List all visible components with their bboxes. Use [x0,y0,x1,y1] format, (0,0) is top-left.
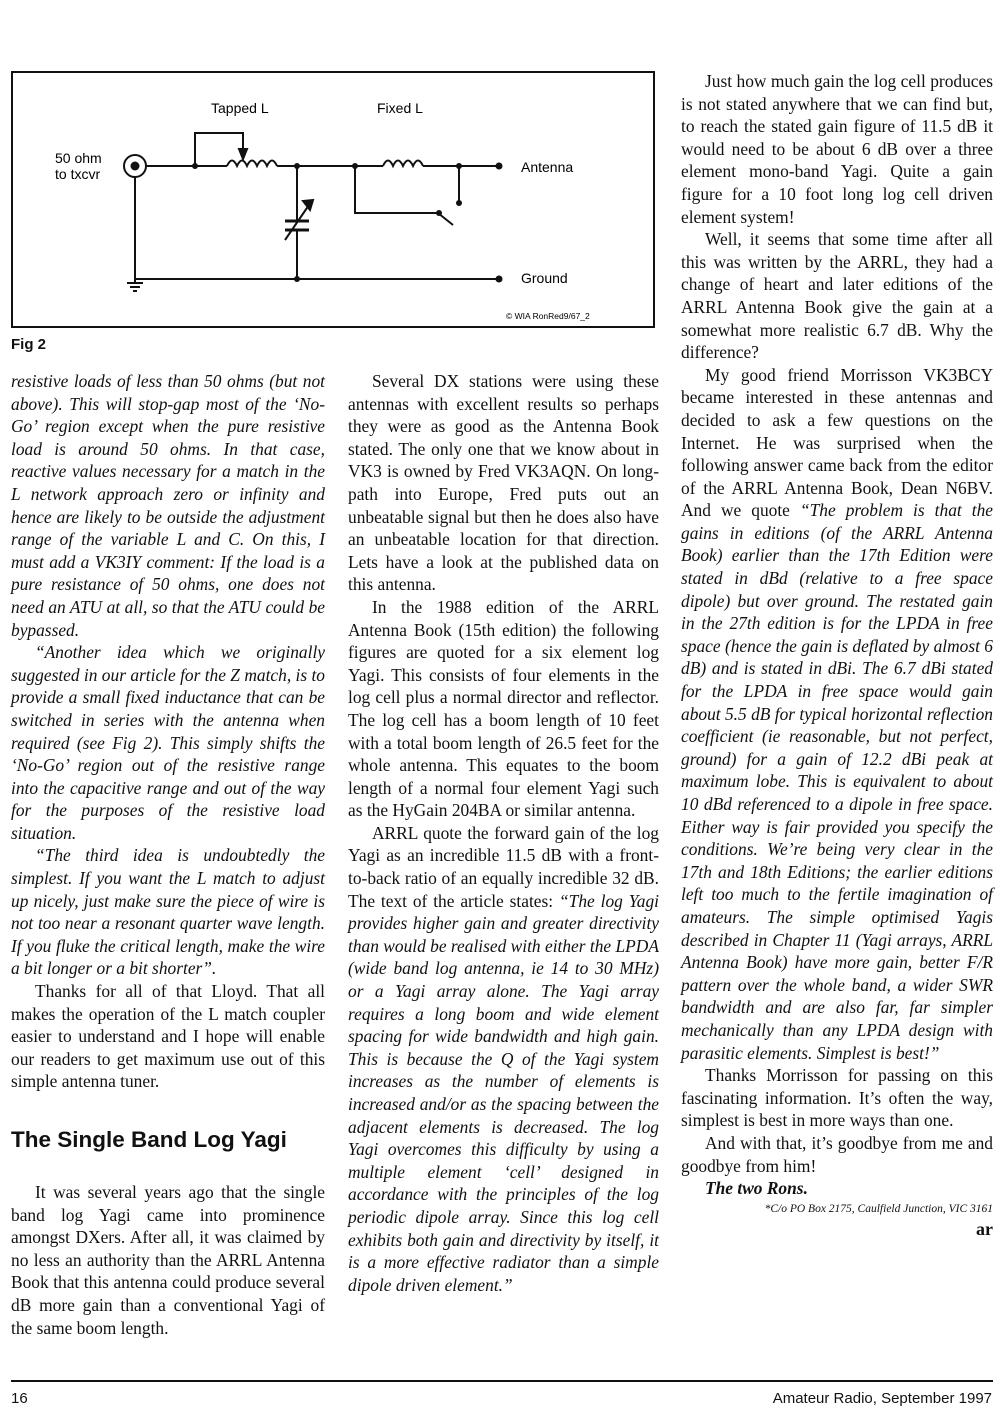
publication-name: Amateur Radio, September 1997 [772,1390,992,1407]
paragraph [681,364,993,1064]
quoted-text: “The problem is that the gains in editions (of the ARRL Antenna Book) earlier than the 17th Edition were stated in dBd (relative to a free space dipole) but over ground. The restated gain in the 27th edition is for the LPDA in free space (hence the gain is deflated by almost 6 dB) and is stated in dBi. The 6.7 dBi stated for the LPDA in free space would gain about 5.5 dB for typical horizontal reflection coefficient (ie reasonable, but not perfect, ground) for a gain of 12.2 dBi peak at maximum lobe. This is equivalent to about 10 dBd referenced to a dipole in free space. Either way is fair provided you specify the conditions. We’re being very clear in the 17th and 18th Editions; the earlier editions left too much to the fertile imagination of amateurs. The simple optimised Yagis described in Chapter 11 (Yagi arrays, ARRL Antenna Book) have more gain, better F/R pattern over the whole band, a wider SWR bandwidth and are also far, far simpler mechanically than any LPDA design with parasitic elements. Simplest is best!” [681,500,993,1063]
paragraph-lead: My good friend Morrisson VK3BCY became interested in these antennas and decided to ask a few questions on the Internet. He was surprised when the following answer came back from the editor of the ARRL Antenna Book, Dean N6BV. And we quote [681,364,993,521]
quoted-text: “The log Yagi provides higher gain and greater directivity than would be realised with either the LPDA (wide band log antenna, ie 14 to 30 MHz) or a Yagi array alone. The Yagi array requires a long boom and wide element spacing for wide bandwidth and high gain. This is because the Q of the Yagi system increases as the number of elements is increased and/or as the spacing between the adjacent elements is decreased. The log Yagi overcomes this difficulty by using a multiple element ‘cell’ designed in accordance with the principles of the log periodic dipole array. Since this log cell exhibits both gain and directivity by itself, it is a more effective radiator than a simple dipole driven element.” [348,890,659,1295]
label-tapped-l: Tapped L [211,100,269,116]
paragraph: “Another idea which we originally suggested in our article for the Z match, is to provide a small fixed inductance that can be switched in series with the antenna when required (see Fig 2). This simply shifts the ‘No-Go’ region out of the resistive range into the capacitive range and out of the way for the purposes of the resistive load situation. [11,642,325,843]
copyright-note: © WIA RonRed9/67_2 [506,311,590,321]
ground-terminal [496,276,503,283]
paragraph: And with that, it’s goodbye from me and goodbye from him! [681,1132,993,1176]
fixed-inductor [383,161,423,167]
column-2 [348,370,659,1296]
paragraph: Thanks Morrisson for passing on this fascinating information. It’s often the way, simplest is best in more ways than one. [681,1065,993,1131]
tapped-inductor [227,161,277,167]
paragraph: Thanks for all of that Lloyd. That all makes the operation of the L match coupler easier to understand and I hope will enable our readers to get maximum use out of this simple antenna tuner. [11,981,325,1092]
coax-connector-center [132,163,139,170]
label-input-line1: 50 ohm [55,150,102,166]
author-signature: The two Rons. [705,1178,808,1199]
paragraph-lead: ARRL quote the forward gain of the log Yagi as an incredible 11.5 dB with a front-to-back ratio of an equally incredible 32 dB. The text of the article states: [348,822,659,911]
figure-caption: Fig 2 [11,336,47,353]
paragraph [348,822,659,1296]
label-antenna: Antenna [521,159,574,175]
paragraph: “The third idea is undoubtedly the simplest. If you want the L match to adjust up nicely, just make sure the piece of wire is not too near a resonant quarter wave length. If you fluke the critical length, make the wire a bit longer or a bit shorter”. [11,845,325,979]
label-ground: Ground [521,270,568,286]
paragraph: It was several years ago that the single band log Yagi came into prominence amongst DXers. After all, it was claimed by no less an authority than the ARRL Antenna Book that this antenna could produce several dB more gain than a conventional Yagi of the same boom length. [11,1182,325,1338]
paragraph: Well, it seems that some time after all this was written by the ARRL, they had a change of heart and later editions of the ARRL Antenna Book give the gain at a somewhat more realistic 6.7 dB. Why the difference? [681,229,993,363]
paragraph: resistive loads of less than 50 ohms (but not above). This will stop-gap most of the ‘No-Go’ region except when the pure resistive load is around 50 ohms. In that case, reactive values necessary for a match in the L network approach zero or infinity and hence are likely to be outside the adjustment range of the variable L and C. On this, I must add a VK3IY comment: If the load is a pure resistance of 50 ohms, one does not need an ATU at all, so that the ATU could be bypassed. [11,371,325,640]
circuit-schematic [13,73,653,326]
author-address: *C/o PO Box 2175, Caulfield Junction, VIC 3161 [764,1202,993,1215]
section-heading: The Single Band Log Yagi [11,1127,287,1152]
figure-2-diagram [11,71,655,328]
paragraph: Just how much gain the log cell produces is not stated anywhere that we can find but, to reach the stated gain figure of 11.5 dB it would need to be about 6 dB over a three element mono-band Yagi. Quite a gain figure for a 10 foot long log cell driven element system! [681,71,993,227]
paragraph: In the 1988 edition of the ARRL Antenna Book (15th edition) the following figures are quoted for a six element log Yagi. This consists of four elements in the log cell plus a normal director and reflector. The log cell has a boom length of 10 feet with a total boom length of 26.5 feet for the whole antenna. This equates to the boom length of a normal four element Yagi such as the HyGain 204BA or similar antenna. [348,596,659,821]
footer-rule [11,1380,993,1382]
antenna-terminal [496,163,503,170]
label-input-line2: to txcvr [55,166,101,182]
end-mark: ar [976,1218,993,1239]
column-3 [681,70,993,1240]
column-1-continued [11,1181,325,1339]
page-number: 16 [11,1390,28,1407]
paragraph: Several DX stations were using these antennas with excellent results so perhaps they were as good as the Antenna Book stated. The only one that we know about in VK3 is owned by Fred VK3AQN. On long-path into Europe, Fred puts out an unbeatable signal but then he does also have an unbeatable location for that direction. Lets have a look at the published data on this antenna. [348,371,659,595]
column-1 [11,370,325,1093]
label-fixed-l: Fixed L [377,100,423,116]
